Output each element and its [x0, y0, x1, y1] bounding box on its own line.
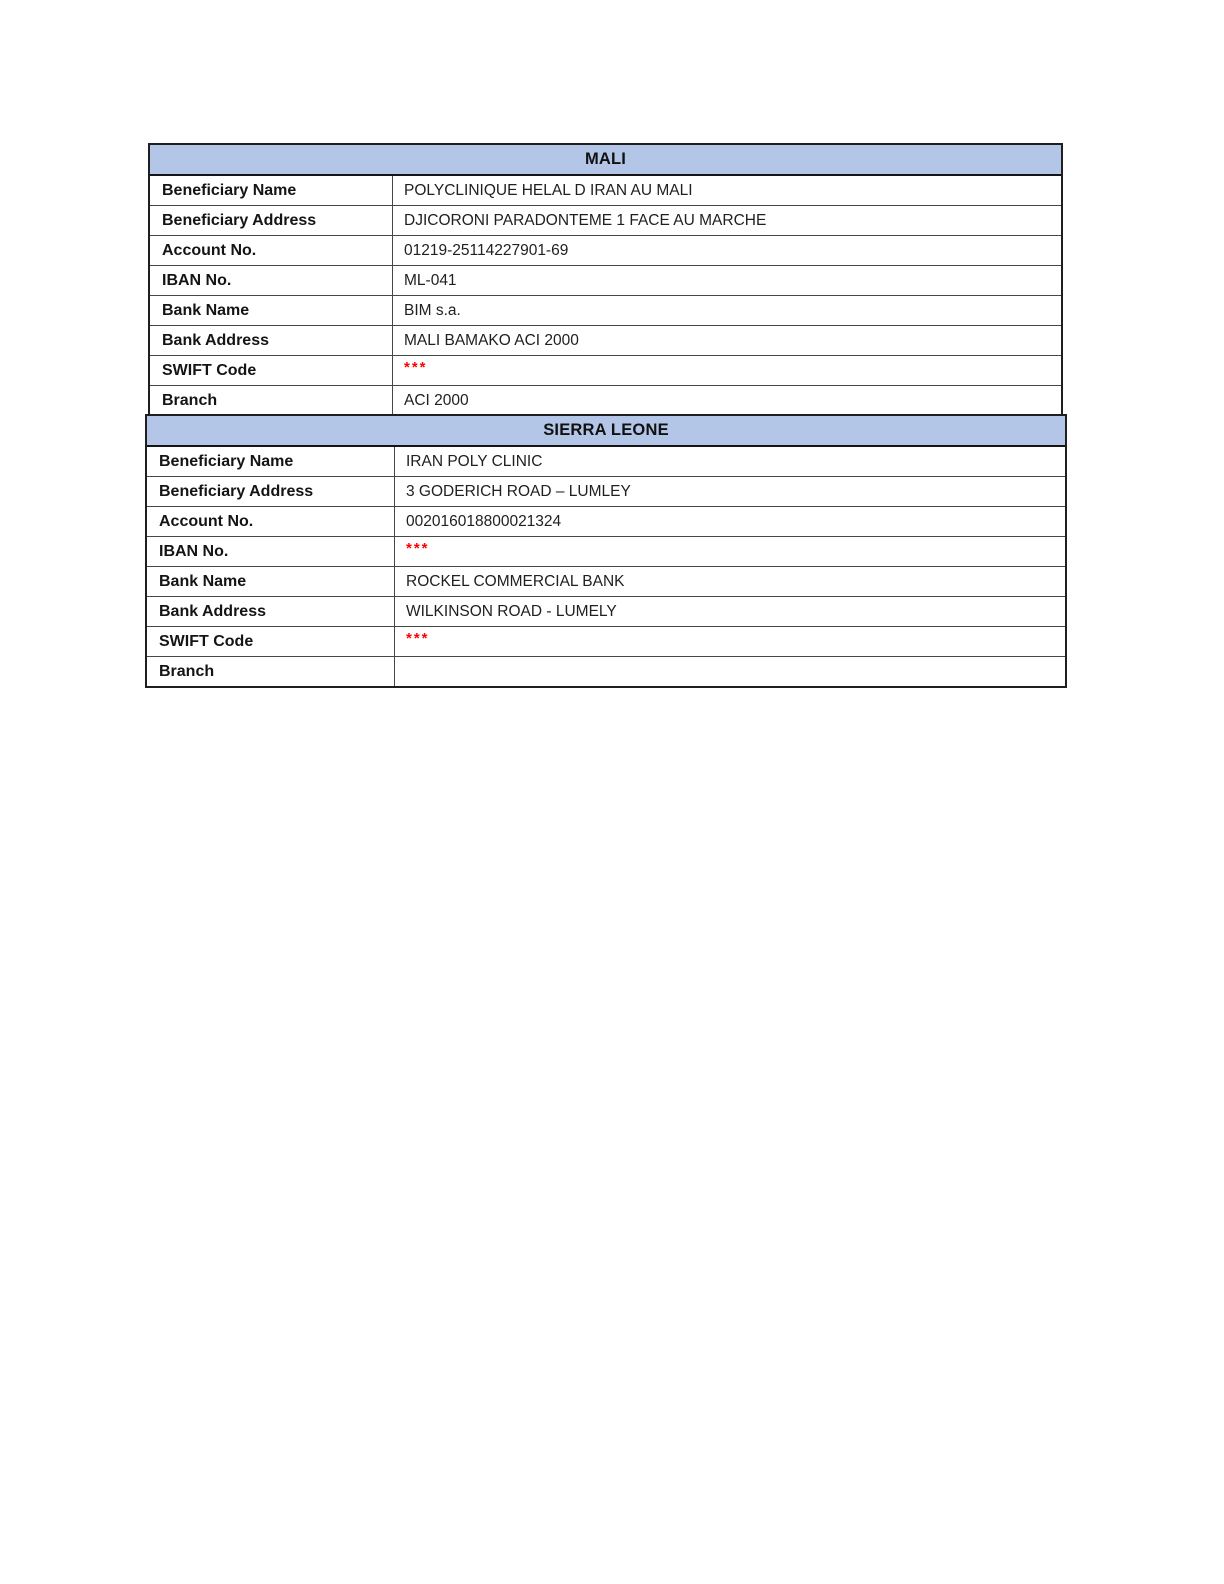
row-label: Bank Address: [147, 597, 395, 626]
row-value: ACI 2000: [404, 391, 469, 409]
bank-details-table-mali: [148, 143, 1063, 417]
table-row: [150, 205, 1061, 235]
row-value: 002016018800021324: [406, 512, 562, 530]
row-label: Branch: [150, 386, 393, 415]
row-value: ML-041: [404, 271, 457, 289]
row-value: 3 GODERICH ROAD – LUMLEY: [406, 482, 631, 500]
row-value: [395, 657, 1065, 686]
row-label: Bank Name: [147, 567, 395, 596]
table-title: SIERRA LEONE: [543, 421, 669, 439]
table-row: [147, 447, 1065, 476]
row-label: Bank Address: [150, 326, 393, 355]
table-row: [150, 385, 1061, 415]
row-label: SWIFT Code: [150, 356, 393, 385]
row-label: Account No.: [150, 236, 393, 265]
table-row: [147, 506, 1065, 536]
row-value: DJICORONI PARADONTEME 1 FACE AU MARCHE: [404, 211, 767, 229]
table-row: [150, 295, 1061, 325]
row-value: WILKINSON ROAD - LUMELY: [406, 602, 617, 620]
table-row: [147, 596, 1065, 626]
row-value: MALI BAMAKO ACI 2000: [404, 331, 579, 349]
table-header-mali: [150, 145, 1061, 176]
row-label: IBAN No.: [147, 537, 395, 566]
table-row: [150, 325, 1061, 355]
row-label: Beneficiary Address: [150, 206, 393, 235]
row-label: Beneficiary Name: [147, 447, 395, 476]
table-row: [150, 176, 1061, 205]
row-label: IBAN No.: [150, 266, 393, 295]
table-row: [147, 626, 1065, 656]
row-label: Beneficiary Address: [147, 477, 395, 506]
row-value: 01219-25114227901-69: [404, 241, 569, 259]
row-value: IRAN POLY CLINIC: [406, 452, 543, 470]
row-value-redacted: ***: [406, 630, 430, 647]
row-value: POLYCLINIQUE HELAL D IRAN AU MALI: [404, 181, 693, 199]
row-value-redacted: ***: [406, 540, 430, 557]
bank-details-table-sierra-leone: [145, 414, 1067, 688]
table-row: [147, 566, 1065, 596]
table-row: [147, 536, 1065, 566]
table-row: [150, 355, 1061, 385]
row-label: Account No.: [147, 507, 395, 536]
row-label: Bank Name: [150, 296, 393, 325]
table-row: [147, 476, 1065, 506]
row-label: Branch: [147, 657, 395, 686]
row-label: SWIFT Code: [147, 627, 395, 656]
row-value: ROCKEL COMMERCIAL BANK: [406, 572, 625, 590]
table-title: MALI: [584, 150, 627, 168]
row-value: BIM s.a.: [404, 301, 461, 319]
table-row: [150, 265, 1061, 295]
row-label: Beneficiary Name: [150, 176, 393, 205]
row-value-redacted: ***: [404, 359, 428, 376]
table-row: [150, 235, 1061, 265]
table-row: [147, 656, 1065, 686]
table-header-sierra-leone: [147, 416, 1065, 447]
